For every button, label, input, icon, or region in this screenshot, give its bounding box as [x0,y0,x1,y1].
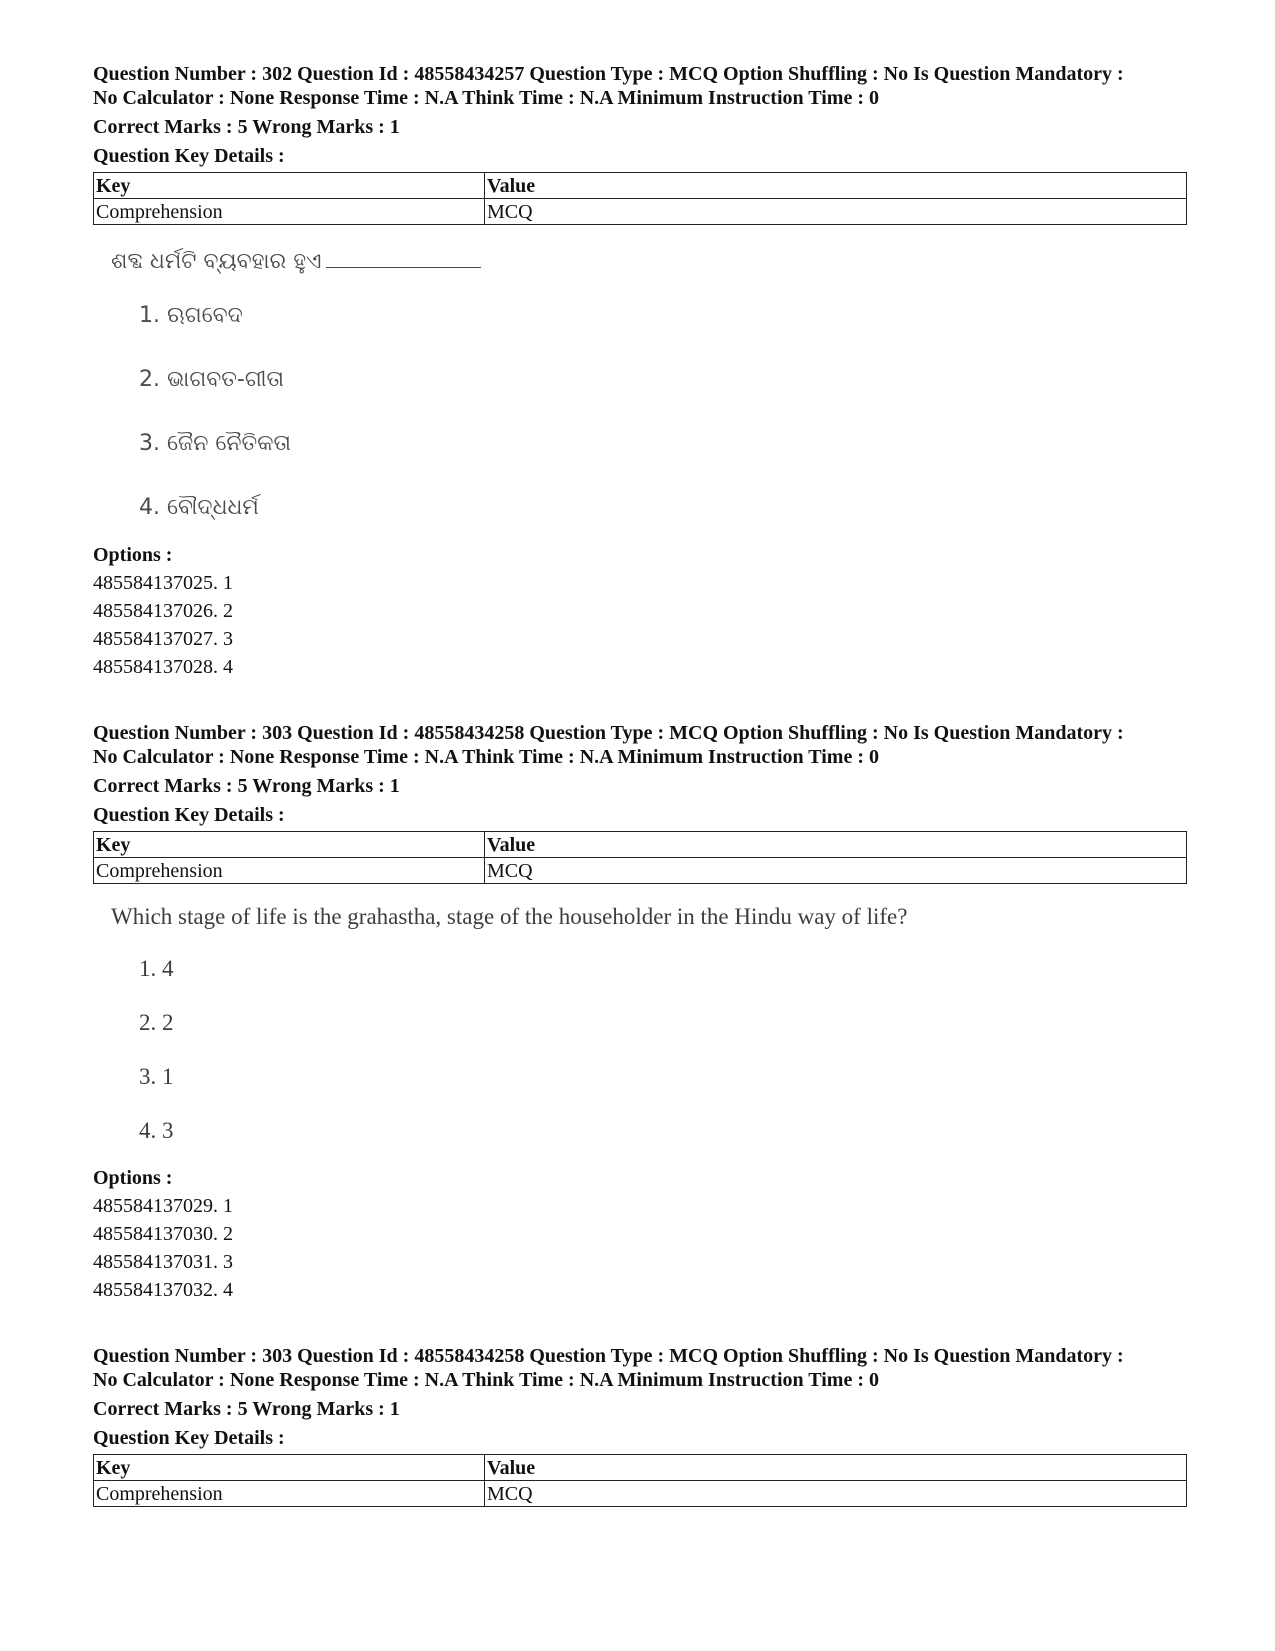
options-heading: Options : [93,1167,173,1189]
table-header-value: Value [485,832,1187,858]
question-meta-line2: No Calculator : None Response Time : N.A Think Time : N.A Minimum Instruction Time : 0 [93,1369,879,1391]
table-header-row [94,173,1187,199]
table-row [94,1481,1187,1507]
table-header-row [94,1455,1187,1481]
list-item: 1. 4 [139,956,174,981]
question-image-options [111,954,1193,1146]
list-item: 2. 2 [139,1010,174,1035]
list-item: 3. ଜୈନ ନୈତିକତା [139,431,291,456]
key-details-heading: Question Key Details : [93,804,285,826]
question-image [93,902,1193,1146]
options-list [93,1192,1193,1304]
key-details-table [93,831,1187,884]
key-details-heading: Question Key Details : [93,1427,285,1449]
list-item: 485584137026. 2 [93,600,233,622]
table-cell-value: MCQ [485,1481,1187,1507]
table-header-key: Key [94,1455,485,1481]
list-item: 485584137028. 4 [93,656,233,678]
table-header-row [94,832,1187,858]
question-block [93,1344,1193,1507]
marks-line: Correct Marks : 5 Wrong Marks : 1 [93,1398,400,1420]
question-meta-line1: Question Number : 302 Question Id : 48558434257 Question Type : MCQ Option Shuffling : No Is Question Mandatory : [93,63,1124,85]
table-cell-key: Comprehension [94,858,485,884]
document-page [93,62,1193,1507]
table-row [94,199,1187,225]
list-item: 4. ବୌଦ୍ଧଧର୍ମ [139,495,259,520]
question-block [93,62,1193,681]
list-item: 2. ଭାଗବତ-ଗୀତା [139,367,285,392]
table-header-value: Value [485,1455,1187,1481]
table-header-key: Key [94,832,485,858]
question-text-row [111,247,1193,277]
question-meta-line2: No Calculator : None Response Time : N.A Think Time : N.A Minimum Instruction Time : 0 [93,87,879,109]
list-item: 3. 1 [139,1064,174,1089]
question-block [93,721,1193,1304]
table-cell-value: MCQ [485,199,1187,225]
list-item: 485584137030. 2 [93,1223,233,1245]
table-cell-value: MCQ [485,858,1187,884]
table-cell-key: Comprehension [94,1481,485,1507]
question-image [93,247,1193,523]
question-image-options [111,301,1193,523]
list-item: 485584137025. 1 [93,572,233,594]
options-list [93,569,1193,681]
question-meta-line1: Question Number : 303 Question Id : 48558434258 Question Type : MCQ Option Shuffling : No Is Question Mandatory : [93,722,1124,744]
list-item: 485584137029. 1 [93,1195,233,1217]
question-text: ଶବ୍ଦ ଧର୍ମଟି ବ୍ୟବହାର ହୁଏ [111,249,322,274]
question-meta-line1: Question Number : 303 Question Id : 48558434258 Question Type : MCQ Option Shuffling : No Is Question Mandatory : [93,1345,1124,1367]
key-details-table [93,172,1187,225]
question-text: Which stage of life is the grahastha, stage of the householder in the Hindu way of life? [111,904,908,929]
table-cell-key: Comprehension [94,199,485,225]
marks-line: Correct Marks : 5 Wrong Marks : 1 [93,775,400,797]
options-heading: Options : [93,544,173,566]
list-item: 1. ଋଗବେଦ [139,303,243,328]
key-details-heading: Question Key Details : [93,145,285,167]
table-header-key: Key [94,173,485,199]
list-item: 4. 3 [139,1118,174,1143]
list-item: 485584137032. 4 [93,1279,233,1301]
list-item: 485584137027. 3 [93,628,233,650]
marks-line: Correct Marks : 5 Wrong Marks : 1 [93,116,400,138]
answer-blank [326,247,481,268]
key-details-table [93,1454,1187,1507]
list-item: 485584137031. 3 [93,1251,233,1273]
table-header-value: Value [485,173,1187,199]
question-meta-line2: No Calculator : None Response Time : N.A Think Time : N.A Minimum Instruction Time : 0 [93,746,879,768]
table-row [94,858,1187,884]
